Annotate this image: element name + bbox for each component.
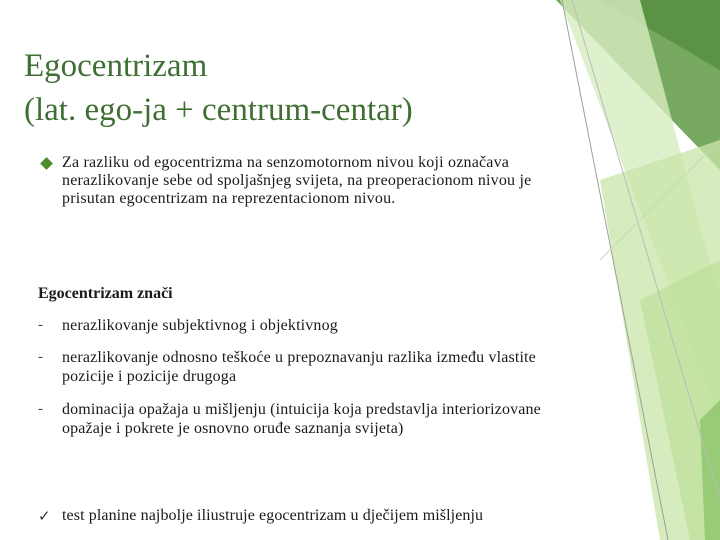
- list-item-text: nerazlikovanje odnosno teškoće u prepoznavanju razlika između vlastite pozicije i pozicije drugoga: [62, 349, 536, 385]
- dash-bullet-icon: -: [38, 401, 43, 417]
- main-bullet-text: Za razliku od egocentrizma na senzomotornom nivou koji označava nerazlikovanje sebe od spoljašnjeg svijeta, na preoperacionom nivou je prisutan egocentrizam na reprezentacionom nivou.: [62, 154, 532, 207]
- check-list-item-text: test planine najbolje iliustruje egocentrizam u dječijem mišljenju: [62, 507, 484, 524]
- subheading: Egocentrizam znači: [38, 285, 173, 302]
- title-line-2: (lat. ego-ja + centrum-centar): [24, 92, 413, 128]
- checkmark-icon: ✓: [38, 507, 51, 525]
- slide-title: [24, 44, 544, 132]
- list-item-text: dominacija opažaja u mišljenju (intuicija koja predstavlja interiorizovane opažaje i pokrete je osnovno oruđe saznanja svijeta): [62, 401, 541, 437]
- dash-bullet-icon: -: [38, 317, 43, 333]
- dash-bullet-icon: -: [38, 349, 43, 365]
- list-item-text: nerazlikovanje subjektivnog i objektivnog: [62, 317, 338, 334]
- title-line-1: Egocentrizam: [24, 48, 208, 84]
